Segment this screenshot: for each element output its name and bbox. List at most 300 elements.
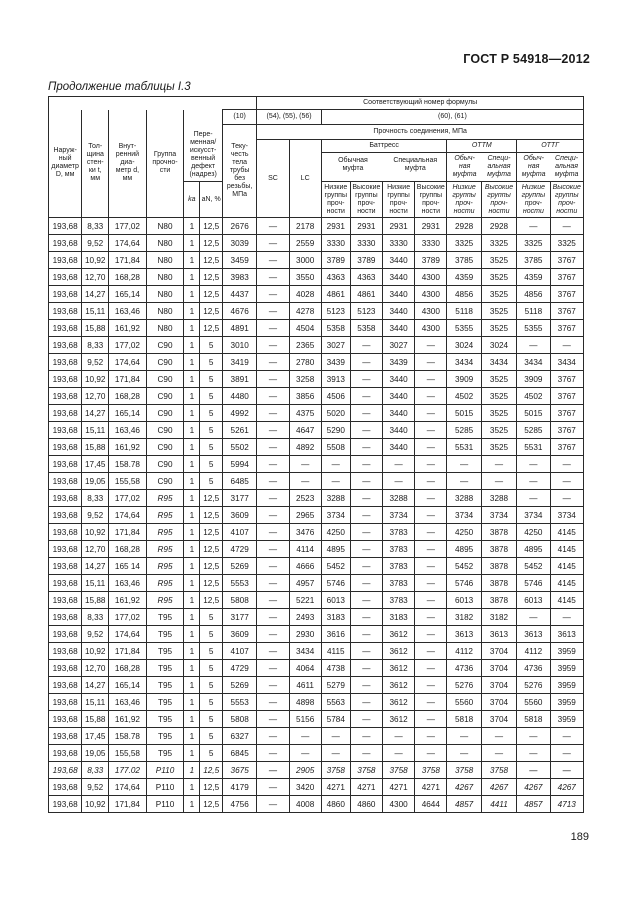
table-cell: 193,68 bbox=[49, 456, 82, 473]
table-cell: 5269 bbox=[222, 677, 256, 694]
table-cell: 1 bbox=[184, 745, 200, 762]
table-cell: 10,92 bbox=[82, 252, 109, 269]
table-cell: 4300 bbox=[415, 320, 447, 337]
table-row bbox=[49, 422, 584, 439]
table-cell: 5818 bbox=[447, 711, 481, 728]
strength-table bbox=[48, 96, 584, 813]
table-cell: 4738 bbox=[321, 660, 350, 677]
table-cell: 5 bbox=[200, 626, 223, 643]
table-cell: — bbox=[321, 728, 350, 745]
table-cell: T95 bbox=[146, 728, 184, 745]
table-cell: 4895 bbox=[517, 541, 550, 558]
table-cell: 3330 bbox=[321, 235, 350, 252]
table-cell: 3789 bbox=[415, 252, 447, 269]
table-cell: 3856 bbox=[289, 388, 321, 405]
table-cell: — bbox=[517, 762, 550, 779]
table-cell: 4647 bbox=[289, 422, 321, 439]
table-cell: 3440 bbox=[382, 252, 414, 269]
table-cell: — bbox=[289, 745, 321, 762]
table-cell: — bbox=[257, 354, 289, 371]
table-cell: 3767 bbox=[550, 252, 583, 269]
table-cell: — bbox=[415, 541, 447, 558]
table-cell: — bbox=[415, 388, 447, 405]
table-cell: 3039 bbox=[222, 235, 256, 252]
table-cell: 3878 bbox=[481, 558, 516, 575]
table-cell: 4437 bbox=[222, 286, 256, 303]
table-cell: 5358 bbox=[350, 320, 382, 337]
table-cell: 6013 bbox=[321, 592, 350, 609]
table-cell: 10,92 bbox=[82, 524, 109, 541]
table-cell: — bbox=[257, 558, 289, 575]
table-cell: — bbox=[321, 473, 350, 490]
table-cell: 177.02 bbox=[109, 762, 147, 779]
table-cell: 4267 bbox=[550, 779, 583, 796]
table-cell: C90 bbox=[146, 422, 184, 439]
table-cell: 4145 bbox=[550, 592, 583, 609]
table-cell: 5 bbox=[200, 711, 223, 728]
table-cell: 4107 bbox=[222, 643, 256, 660]
table-row bbox=[49, 354, 584, 371]
table-cell: 5784 bbox=[321, 711, 350, 728]
table-cell: 3909 bbox=[517, 371, 550, 388]
table-cell: 3440 bbox=[382, 371, 414, 388]
table-cell: 1 bbox=[184, 456, 200, 473]
table-row bbox=[49, 694, 584, 711]
table-cell: 4359 bbox=[447, 269, 481, 286]
table-cell: 5285 bbox=[517, 422, 550, 439]
table-cell: 193,68 bbox=[49, 371, 82, 388]
table-cell: 4271 bbox=[382, 779, 414, 796]
table-cell: — bbox=[350, 745, 382, 762]
buttress-normal-coupling-header: Обычная муфта bbox=[338, 157, 368, 172]
table-cell: — bbox=[415, 558, 447, 575]
table-cell: 3783 bbox=[382, 524, 414, 541]
table-cell: 193,68 bbox=[49, 609, 82, 626]
table-cell: 5 bbox=[200, 745, 223, 762]
table-cell: — bbox=[415, 456, 447, 473]
table-row bbox=[49, 677, 584, 694]
table-cell: 3612 bbox=[382, 660, 414, 677]
table-cell: 5746 bbox=[447, 575, 481, 592]
table-cell: 15,11 bbox=[82, 694, 109, 711]
table-cell: 5123 bbox=[350, 303, 382, 320]
table-cell: T95 bbox=[146, 711, 184, 728]
table-cell: — bbox=[257, 507, 289, 524]
table-cell: 168,28 bbox=[109, 541, 147, 558]
table-cell: 158.78 bbox=[109, 728, 147, 745]
strength-grade-header: Группа прочно- сти bbox=[146, 110, 184, 218]
table-cell: 3613 bbox=[550, 626, 583, 643]
table-cell: 9,52 bbox=[82, 235, 109, 252]
table-cell: 3767 bbox=[550, 388, 583, 405]
table-cell: 193,68 bbox=[49, 354, 82, 371]
table-cell: 193,68 bbox=[49, 592, 82, 609]
table-cell: 5508 bbox=[321, 439, 350, 456]
table-row bbox=[49, 405, 584, 422]
table-cell: R95 bbox=[146, 524, 184, 541]
table-cell: 5 bbox=[200, 694, 223, 711]
table-cell: — bbox=[350, 575, 382, 592]
table-cell: 4502 bbox=[517, 388, 550, 405]
table-cell: — bbox=[350, 422, 382, 439]
table-cell: 3525 bbox=[481, 388, 516, 405]
table-cell: 4856 bbox=[517, 286, 550, 303]
table-cell: 3434 bbox=[517, 354, 550, 371]
table-cell: 4666 bbox=[289, 558, 321, 575]
table-cell: 5 bbox=[200, 354, 223, 371]
table-cell: 4271 bbox=[321, 779, 350, 796]
table-cell: 3325 bbox=[447, 235, 481, 252]
table-cell: 1 bbox=[184, 405, 200, 422]
table-cell: — bbox=[415, 711, 447, 728]
table-cell: 5276 bbox=[447, 677, 481, 694]
table-cell: 1 bbox=[184, 303, 200, 320]
table-cell: 8,33 bbox=[82, 762, 109, 779]
table-cell: 193,68 bbox=[49, 337, 82, 354]
table-cell: — bbox=[517, 337, 550, 354]
table-row bbox=[49, 286, 584, 303]
table-cell: 3767 bbox=[550, 439, 583, 456]
table-row bbox=[49, 711, 584, 728]
table-cell: C90 bbox=[146, 354, 184, 371]
table-cell: 165 14 bbox=[109, 558, 147, 575]
table-cell: 5502 bbox=[222, 439, 256, 456]
table-cell: 193,68 bbox=[49, 218, 82, 235]
table-cell: 3758 bbox=[481, 762, 516, 779]
table-cell: 193,68 bbox=[49, 796, 82, 813]
table-cell: 3525 bbox=[481, 303, 516, 320]
table-cell: 5 bbox=[200, 728, 223, 745]
table-row bbox=[49, 745, 584, 762]
table-cell: 4857 bbox=[517, 796, 550, 813]
table-cell: 3704 bbox=[481, 660, 516, 677]
table-cell: 4179 bbox=[222, 779, 256, 796]
table-cell: — bbox=[415, 677, 447, 694]
table-cell: 193,68 bbox=[49, 320, 82, 337]
table-cell: 3612 bbox=[382, 626, 414, 643]
table-cell: 2930 bbox=[289, 626, 321, 643]
table-cell: 6013 bbox=[447, 592, 481, 609]
table-cell: 163,46 bbox=[109, 575, 147, 592]
table-cell: — bbox=[257, 337, 289, 354]
table-cell: 168,28 bbox=[109, 660, 147, 677]
table-cell: 3783 bbox=[382, 575, 414, 592]
table-cell: — bbox=[257, 609, 289, 626]
table-cell: 5221 bbox=[289, 592, 321, 609]
table-cell: 14,27 bbox=[82, 677, 109, 694]
table-cell: 168,28 bbox=[109, 269, 147, 286]
table-cell: 4411 bbox=[481, 796, 516, 813]
table-cell: — bbox=[350, 507, 382, 524]
table-cell: 3330 bbox=[350, 235, 382, 252]
table-cell: 3010 bbox=[222, 337, 256, 354]
table-cell: 2905 bbox=[289, 762, 321, 779]
table-row bbox=[49, 388, 584, 405]
table-cell: — bbox=[257, 677, 289, 694]
ottm-high-header: Высокие группы проч- ности bbox=[481, 182, 516, 218]
table-cell: T95 bbox=[146, 745, 184, 762]
table-cell: 2365 bbox=[289, 337, 321, 354]
table-cell: 4506 bbox=[321, 388, 350, 405]
table-cell: — bbox=[415, 626, 447, 643]
table-cell: 17,45 bbox=[82, 456, 109, 473]
table-cell: 5290 bbox=[321, 422, 350, 439]
table-cell: 5 bbox=[200, 643, 223, 660]
table-cell: 5 bbox=[200, 405, 223, 422]
table-cell: 177,02 bbox=[109, 609, 147, 626]
table-cell: — bbox=[382, 473, 414, 490]
table-cell: — bbox=[350, 541, 382, 558]
table-cell: 4250 bbox=[321, 524, 350, 541]
table-cell: 2178 bbox=[289, 218, 321, 235]
table-row bbox=[49, 456, 584, 473]
ottg-high-header: Высокие группы проч- ности bbox=[550, 182, 583, 218]
table-row bbox=[49, 796, 584, 813]
table-cell: — bbox=[382, 456, 414, 473]
table-cell: 3325 bbox=[550, 235, 583, 252]
table-cell: 161,92 bbox=[109, 439, 147, 456]
table-cell: — bbox=[257, 490, 289, 507]
table-cell: 3959 bbox=[550, 660, 583, 677]
table-cell: — bbox=[350, 626, 382, 643]
table-cell: 12,70 bbox=[82, 660, 109, 677]
lc-header: LC bbox=[289, 140, 321, 218]
table-cell: 3024 bbox=[447, 337, 481, 354]
table-cell: 3434 bbox=[550, 354, 583, 371]
table-cell: 4359 bbox=[517, 269, 550, 286]
table-cell: 3000 bbox=[289, 252, 321, 269]
table-cell: 9,52 bbox=[82, 779, 109, 796]
table-cell: 12,5 bbox=[200, 320, 223, 337]
table-cell: 1 bbox=[184, 286, 200, 303]
table-cell: 6327 bbox=[222, 728, 256, 745]
table-cell: — bbox=[550, 473, 583, 490]
table-cell: 193,68 bbox=[49, 303, 82, 320]
table-row bbox=[49, 252, 584, 269]
table-cell: 3612 bbox=[382, 643, 414, 660]
table-cell: 5746 bbox=[321, 575, 350, 592]
table-cell: 193,68 bbox=[49, 473, 82, 490]
table-cell: 4064 bbox=[289, 660, 321, 677]
table-cell: 12,5 bbox=[200, 762, 223, 779]
table-cell: 4363 bbox=[350, 269, 382, 286]
table-row bbox=[49, 269, 584, 286]
table-cell: — bbox=[257, 796, 289, 813]
table-cell: 4895 bbox=[447, 541, 481, 558]
table-cell: 3288 bbox=[321, 490, 350, 507]
table-cell: — bbox=[257, 779, 289, 796]
table-cell: — bbox=[257, 269, 289, 286]
table-row bbox=[49, 643, 584, 660]
table-cell: — bbox=[257, 439, 289, 456]
table-cell: 3325 bbox=[481, 235, 516, 252]
table-cell: 3330 bbox=[415, 235, 447, 252]
table-cell: — bbox=[257, 575, 289, 592]
table-cell: — bbox=[550, 490, 583, 507]
table-cell: 2559 bbox=[289, 235, 321, 252]
table-row bbox=[49, 728, 584, 745]
table-cell: 3440 bbox=[382, 286, 414, 303]
table-cell: 3758 bbox=[447, 762, 481, 779]
table-cell: 3783 bbox=[382, 541, 414, 558]
table-cell: 4114 bbox=[289, 541, 321, 558]
table-cell: C90 bbox=[146, 439, 184, 456]
table-cell: 4676 bbox=[222, 303, 256, 320]
table-cell: 5118 bbox=[447, 303, 481, 320]
formula-54-56: (54), (55), (56) bbox=[257, 110, 321, 125]
table-cell: 12,5 bbox=[200, 218, 223, 235]
table-cell: 3878 bbox=[481, 524, 516, 541]
table-cell: — bbox=[350, 405, 382, 422]
table-cell: 1 bbox=[184, 371, 200, 388]
table-cell: 161,92 bbox=[109, 711, 147, 728]
table-cell: 3734 bbox=[382, 507, 414, 524]
table-cell: 177,02 bbox=[109, 218, 147, 235]
table-cell: 3525 bbox=[481, 269, 516, 286]
ottm-low-header: Низкие группы проч- ности bbox=[447, 182, 481, 218]
table-cell: 4145 bbox=[550, 524, 583, 541]
table-cell: 3027 bbox=[321, 337, 350, 354]
table-cell: 2931 bbox=[415, 218, 447, 235]
table-cell: — bbox=[350, 371, 382, 388]
table-cell: — bbox=[350, 694, 382, 711]
table-cell: — bbox=[447, 473, 481, 490]
table-cell: 4729 bbox=[222, 541, 256, 558]
table-cell: 4115 bbox=[321, 643, 350, 660]
table-cell: N80 bbox=[146, 286, 184, 303]
table-cell: 5015 bbox=[447, 405, 481, 422]
table-cell: 3550 bbox=[289, 269, 321, 286]
table-cell: 171,84 bbox=[109, 796, 147, 813]
table-cell: — bbox=[350, 439, 382, 456]
table-cell: 4300 bbox=[415, 303, 447, 320]
table-cell: 3767 bbox=[550, 286, 583, 303]
table-cell: — bbox=[257, 728, 289, 745]
table-cell: 4250 bbox=[447, 524, 481, 541]
table-cell: 1 bbox=[184, 728, 200, 745]
table-cell: 3325 bbox=[517, 235, 550, 252]
table-cell: 5355 bbox=[517, 320, 550, 337]
table-cell: R95 bbox=[146, 592, 184, 609]
table-cell: — bbox=[289, 473, 321, 490]
table-cell: — bbox=[257, 371, 289, 388]
table-cell: 193,68 bbox=[49, 711, 82, 728]
table-cell: 3878 bbox=[481, 575, 516, 592]
table-cell: 12,5 bbox=[200, 558, 223, 575]
table-cell: 3783 bbox=[382, 558, 414, 575]
table-cell: 155,58 bbox=[109, 745, 147, 762]
table-cell: — bbox=[350, 456, 382, 473]
table-cell: 3476 bbox=[289, 524, 321, 541]
table-cell: 5531 bbox=[447, 439, 481, 456]
table-cell: 4861 bbox=[321, 286, 350, 303]
table-cell: 14,27 bbox=[82, 405, 109, 422]
table-cell: 3027 bbox=[382, 337, 414, 354]
table-cell: 193,68 bbox=[49, 541, 82, 558]
table-cell: 161,92 bbox=[109, 592, 147, 609]
table-cell: 2523 bbox=[289, 490, 321, 507]
connection-strength-header: Прочность соединения, МПа bbox=[257, 125, 584, 140]
table-cell: 3767 bbox=[550, 405, 583, 422]
table-cell: 5 bbox=[200, 677, 223, 694]
table-cell: — bbox=[350, 711, 382, 728]
table-cell: 1 bbox=[184, 660, 200, 677]
table-cell: 3704 bbox=[481, 694, 516, 711]
table-cell: 155,58 bbox=[109, 473, 147, 490]
table-cell: 1 bbox=[184, 677, 200, 694]
table-cell: 3758 bbox=[321, 762, 350, 779]
table-cell: — bbox=[350, 354, 382, 371]
table-cell: 3891 bbox=[222, 371, 256, 388]
table-cell: 1 bbox=[184, 558, 200, 575]
table-cell: 4892 bbox=[289, 439, 321, 456]
table-cell: 4271 bbox=[415, 779, 447, 796]
table-cell: 3440 bbox=[382, 320, 414, 337]
ottg-normal-coupling-header: Обыч- ная муфта bbox=[521, 155, 546, 178]
table-cell: — bbox=[415, 490, 447, 507]
table-cell: — bbox=[382, 728, 414, 745]
table-cell: 5 bbox=[200, 439, 223, 456]
table-cell: 174,64 bbox=[109, 354, 147, 371]
table-cell: 4736 bbox=[517, 660, 550, 677]
table-cell: — bbox=[257, 643, 289, 660]
table-cell: R95 bbox=[146, 575, 184, 592]
table-cell: 3434 bbox=[289, 643, 321, 660]
ottm-label: ОТТМ bbox=[447, 140, 516, 153]
table-cell: 3767 bbox=[550, 303, 583, 320]
table-cell: 2931 bbox=[321, 218, 350, 235]
table-cell: — bbox=[447, 745, 481, 762]
table-cell: 5 bbox=[200, 473, 223, 490]
table-cell: 12,5 bbox=[200, 286, 223, 303]
table-cell: — bbox=[415, 337, 447, 354]
table-cell: 4756 bbox=[222, 796, 256, 813]
table-cell: 5994 bbox=[222, 456, 256, 473]
table-cell: 12,5 bbox=[200, 524, 223, 541]
table-cell: T95 bbox=[146, 677, 184, 694]
table-cell: 1 bbox=[184, 422, 200, 439]
formula-60-61: (60), (61) bbox=[321, 110, 583, 125]
table-cell: 165,14 bbox=[109, 405, 147, 422]
table-cell: 6485 bbox=[222, 473, 256, 490]
table-cell: 5553 bbox=[222, 694, 256, 711]
table-cell: 3288 bbox=[447, 490, 481, 507]
table-cell: 193,68 bbox=[49, 422, 82, 439]
table-cell: 4856 bbox=[447, 286, 481, 303]
table-row bbox=[49, 371, 584, 388]
table-cell: C90 bbox=[146, 405, 184, 422]
table-cell: 4375 bbox=[289, 405, 321, 422]
table-cell: 3182 bbox=[447, 609, 481, 626]
table-cell: 5 bbox=[200, 337, 223, 354]
table-cell: 12,5 bbox=[200, 303, 223, 320]
table-cell: 3288 bbox=[481, 490, 516, 507]
table-cell: 3525 bbox=[481, 320, 516, 337]
table-cell: 4267 bbox=[447, 779, 481, 796]
table-row bbox=[49, 626, 584, 643]
table-cell: — bbox=[350, 388, 382, 405]
yield-strength-header: Теку- честь тела трубы без резьбы, МПа bbox=[222, 125, 256, 218]
table-cell: 12,5 bbox=[200, 252, 223, 269]
table-cell: — bbox=[415, 643, 447, 660]
table-cell: 4145 bbox=[550, 575, 583, 592]
table-cell: 12,70 bbox=[82, 541, 109, 558]
table-cell: 4028 bbox=[289, 286, 321, 303]
table-cell: N80 bbox=[146, 235, 184, 252]
table-cell: — bbox=[350, 558, 382, 575]
table-cell: 5531 bbox=[517, 439, 550, 456]
table-cell: 3439 bbox=[321, 354, 350, 371]
